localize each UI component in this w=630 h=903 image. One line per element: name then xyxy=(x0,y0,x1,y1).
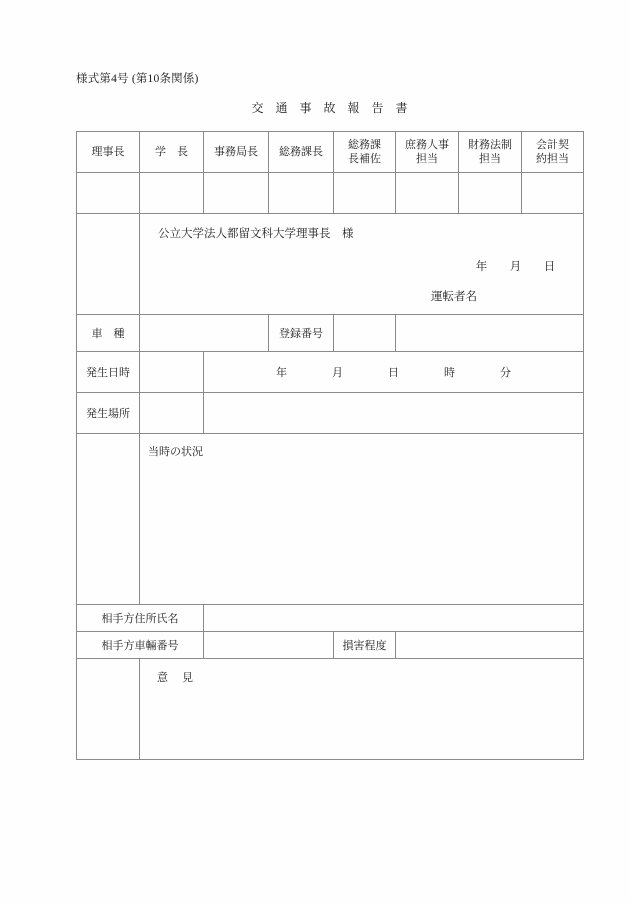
occurrence-datetime-label-cell xyxy=(77,352,140,393)
registration-number-label: 登録番号 xyxy=(279,328,323,340)
occurrence-place-input[interactable] xyxy=(140,393,204,434)
opinion-label-char-2: 見 xyxy=(182,672,193,684)
occurrence-datetime-row xyxy=(77,352,584,393)
approval-header-cell-7 xyxy=(522,132,584,173)
approval-header-cell-0 xyxy=(77,132,140,173)
other-party-address-label: 相手方住所氏名 xyxy=(101,613,179,625)
approval-header-label-0-line1: 理事長 xyxy=(91,146,125,158)
occurrence-place-label: 発生場所 xyxy=(86,408,130,420)
other-party-vehicle-label: 相手方車輛番号 xyxy=(101,640,179,652)
date-month-label: 月 xyxy=(509,261,523,273)
approval-header-label-7-line1: 会計契 xyxy=(536,139,569,151)
approval-header-cell-6 xyxy=(459,132,522,173)
opinion-left-spacer xyxy=(77,659,140,760)
approval-stamp-cell-1[interactable] xyxy=(140,173,204,214)
datetime-day-label: 日 xyxy=(388,367,399,379)
approval-header-row xyxy=(77,132,584,173)
approval-header-label-1-line1: 学 長 xyxy=(155,146,188,158)
approval-stamp-cell-0[interactable] xyxy=(77,173,140,214)
approval-header-label-4-line1: 総務課 xyxy=(348,139,381,151)
submission-date-line[interactable] xyxy=(465,258,567,274)
addressee-left-spacer xyxy=(77,214,140,315)
other-party-vehicle-input[interactable] xyxy=(204,632,334,659)
approval-header-label-2-line1: 事務局長 xyxy=(214,146,258,158)
other-party-address-input[interactable] xyxy=(204,605,584,632)
occurrence-datetime-label: 発生日時 xyxy=(86,367,130,379)
situation-row xyxy=(77,434,584,605)
approval-header-cell-2 xyxy=(204,132,269,173)
registration-number-extra-input[interactable] xyxy=(396,315,584,352)
approval-header-cell-4 xyxy=(334,132,396,173)
situation-input[interactable] xyxy=(140,434,584,605)
approval-header-label-4-line2: 長補佐 xyxy=(348,153,381,165)
approval-stamp-cell-6[interactable] xyxy=(459,173,522,214)
vehicle-type-label: 車 種 xyxy=(91,328,125,340)
other-party-vehicle-label-cell xyxy=(77,632,204,659)
approval-header-cell-1 xyxy=(140,132,204,173)
opinion-label-char-1: 意 xyxy=(157,672,168,684)
datetime-month-label: 月 xyxy=(332,367,343,379)
approval-header-label-3-line1: 総務課長 xyxy=(279,146,323,158)
date-year-label: 年 xyxy=(475,261,489,273)
occurrence-place-detail-input[interactable] xyxy=(204,393,584,434)
vehicle-type-label-cell xyxy=(77,315,140,352)
other-party-vehicle-row xyxy=(77,632,584,659)
datetime-units-line[interactable] xyxy=(204,352,584,393)
occurrence-place-label-cell xyxy=(77,393,140,434)
vehicle-row xyxy=(77,315,584,352)
approval-stamp-cell-2[interactable] xyxy=(204,173,269,214)
other-party-address-label-cell xyxy=(77,605,204,632)
opinion-label xyxy=(150,669,200,685)
occurrence-datetime-input[interactable] xyxy=(140,352,204,393)
approval-header-cell-5 xyxy=(396,132,459,173)
registration-number-label-cell xyxy=(269,315,334,352)
datetime-year-label: 年 xyxy=(276,367,287,379)
approval-header-label-6-line2: 担当 xyxy=(479,153,501,165)
occurrence-place-row xyxy=(77,393,584,434)
addressee-block xyxy=(140,214,584,315)
opinion-row xyxy=(77,659,584,760)
accident-report-form xyxy=(76,131,584,760)
datetime-hour-label: 時 xyxy=(444,367,455,379)
approval-stamp-cell-7[interactable] xyxy=(522,173,584,214)
driver-name-label: 運転者名 xyxy=(431,291,477,303)
approval-header-label-5-line1: 庶務人事 xyxy=(405,139,449,151)
form-number: 様式第4号 (第10条関係) xyxy=(76,73,199,85)
page-title: 交 通 事 故 報 告 書 xyxy=(251,101,412,115)
approval-header-cell-3 xyxy=(269,132,334,173)
datetime-minute-label: 分 xyxy=(500,367,511,379)
situation-left-spacer xyxy=(77,434,140,605)
approval-header-label-5-line2: 担当 xyxy=(416,153,438,165)
situation-label: 当時の状況 xyxy=(148,446,203,458)
approval-stamp-cell-5[interactable] xyxy=(396,173,459,214)
damage-extent-label: 損害程度 xyxy=(342,640,387,652)
damage-extent-label-cell xyxy=(334,632,396,659)
damage-extent-input[interactable] xyxy=(396,632,584,659)
date-day-label: 日 xyxy=(543,261,557,273)
approval-stamp-cell-3[interactable] xyxy=(269,173,334,214)
other-party-address-row xyxy=(77,605,584,632)
approval-stamp-cell-4[interactable] xyxy=(334,173,396,214)
vehicle-type-input[interactable] xyxy=(140,315,269,352)
opinion-input[interactable] xyxy=(140,659,584,760)
approval-header-label-6-line1: 財務法制 xyxy=(468,139,512,151)
approval-header-label-7-line2: 約担当 xyxy=(536,153,569,165)
addressee-row xyxy=(77,214,584,315)
approval-stamp-row xyxy=(77,173,584,214)
registration-number-input[interactable] xyxy=(334,315,396,352)
addressee-label: 公立大学法人都留文科大学理事長 様 xyxy=(158,228,354,240)
